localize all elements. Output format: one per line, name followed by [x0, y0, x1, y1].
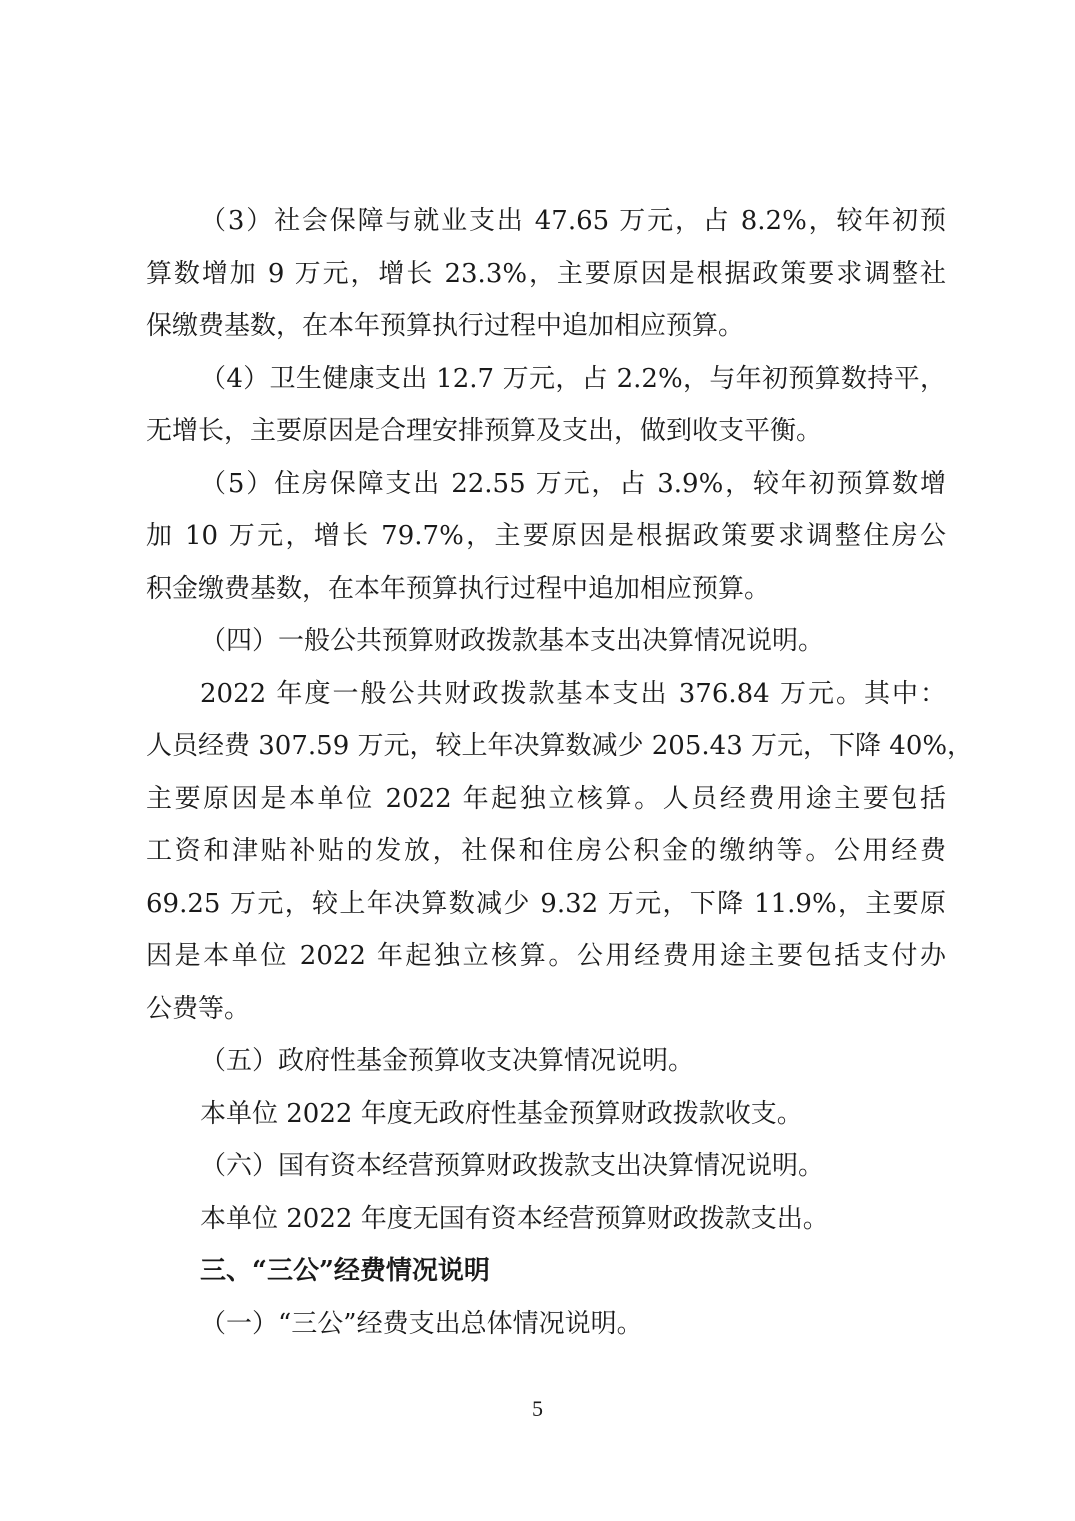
paragraph-line: 主要原因是本单位 2022 年起独立核算。人员经费用途主要包括: [146, 784, 946, 814]
paragraph-line: 保缴费基数，在本年预算执行过程中追加相应预算。: [146, 311, 745, 341]
paragraph-line: 人员经费 307.59 万元，较上年决算数减少 205.43 万元，下降 40%，: [146, 731, 974, 761]
chapter-heading: 三、“三公”经费情况说明: [200, 1256, 490, 1286]
paragraph-line: 2022 年度一般公共财政拨款基本支出 376.84 万元。其中：: [200, 679, 946, 709]
paragraph-line: 工资和津贴补贴的发放，社保和住房公积金的缴纳等。公用经费: [146, 836, 946, 866]
section-heading: （四）一般公共预算财政拨款基本支出决算情况说明。: [200, 626, 825, 656]
paragraph-line: 算数增加 9 万元，增长 23.3%，主要原因是根据政策要求调整社: [146, 259, 946, 289]
page-number: 5: [532, 1396, 543, 1421]
section-heading: （五）政府性基金预算收支决算情况说明。: [200, 1046, 695, 1076]
paragraph-line: 因是本单位 2022 年起独立核算。公用经费用途主要包括支付办: [146, 941, 946, 971]
paragraph-line: 本单位 2022 年度无国有资本经营预算财政拨款支出。: [200, 1204, 829, 1234]
paragraph-line: 加 10 万元，增长 79.7%，主要原因是根据政策要求调整住房公: [146, 521, 946, 551]
paragraph-line: 公费等。: [146, 994, 251, 1024]
paragraph-line: 本单位 2022 年度无政府性基金预算财政拨款收支。: [200, 1099, 803, 1129]
paragraph-line: 69.25 万元，较上年决算数减少 9.32 万元，下降 11.9%，主要原: [146, 889, 946, 919]
paragraph-line: 积金缴费基数，在本年预算执行过程中追加相应预算。: [146, 574, 771, 604]
section-heading: （一）“三公”经费支出总体情况说明。: [200, 1309, 643, 1339]
section-heading: （六）国有资本经营预算财政拨款支出决算情况说明。: [200, 1151, 825, 1181]
paragraph-line: （3）社会保障与就业支出 47.65 万元，占 8.2%，较年初预: [200, 206, 946, 236]
paragraph-line: 无增长，主要原因是合理安排预算及支出，做到收支平衡。: [146, 416, 823, 446]
paragraph-line: （4）卫生健康支出 12.7 万元，占 2.2%，与年初预算数持平，: [200, 364, 946, 394]
paragraph-line: （5）住房保障支出 22.55 万元，占 3.9%，较年初预算数增: [200, 469, 946, 499]
